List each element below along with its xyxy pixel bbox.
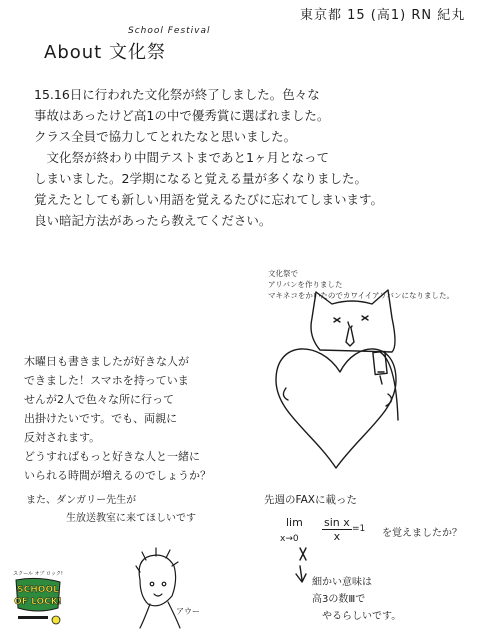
left-text-line: どうすればもっと好きな人と一緒に bbox=[24, 450, 200, 463]
svg-text:OF LOCK!: OF LOCK! bbox=[14, 597, 62, 607]
character-sketch bbox=[136, 548, 180, 628]
paragraph-line: 事故はあったけど高1の中で優秀賞に選ばれました。 bbox=[34, 108, 330, 123]
formula-question: を覚えましたか？ bbox=[382, 528, 462, 539]
left-text-block bbox=[24, 352, 211, 485]
title-main: About 文化祭 bbox=[44, 42, 166, 63]
formula-numerator: sin x bbox=[324, 516, 350, 529]
svg-text:SCHOOL: SCHOOL bbox=[17, 585, 59, 595]
left-text-line: せんが2人で色々な所に行って bbox=[24, 393, 174, 406]
left-text-line: 木曜日も書きましたが好きな人が bbox=[24, 355, 189, 368]
reply-line: 高3の数Ⅲで bbox=[312, 594, 366, 605]
left-text-line: 反対されます。 bbox=[24, 431, 101, 444]
formula-equals: =1 bbox=[352, 524, 366, 534]
cat-paw-left bbox=[283, 388, 288, 400]
cat-note-line: 文化祭で bbox=[268, 269, 298, 278]
cat-eye-left bbox=[334, 318, 340, 322]
school-of-lock-logo bbox=[12, 568, 64, 630]
title-english: School Festival bbox=[128, 26, 211, 36]
paragraph-line: 15.16日に行われた文化祭が終了しました。色々な bbox=[34, 87, 320, 102]
signature: アウー bbox=[176, 607, 200, 616]
cat-tie bbox=[346, 328, 354, 346]
paragraph-line: 良い暗記方法があったら教えてください。 bbox=[34, 213, 272, 228]
cat-eye-right bbox=[362, 316, 368, 320]
left-text-line: 出掛けたいです。でも、両親に bbox=[24, 412, 178, 425]
paragraph-line: 文化祭が終わり中間テストまであと1ヶ月となって bbox=[34, 150, 329, 165]
fax-note: 先週のFAXに載った bbox=[264, 494, 357, 506]
formula-denominator: x bbox=[333, 530, 341, 543]
paragraph-line: しまいました。2学期になると覚える量が多くなりました。 bbox=[34, 171, 367, 186]
request-text bbox=[26, 492, 196, 528]
request-line: また、ダンガリー先生が bbox=[26, 495, 137, 506]
cat-note-line: マキネコをかいたのでカワイイアリバンになりました。 bbox=[268, 291, 454, 300]
paragraph-line: クラス全員で協力してとれたなと思いました。 bbox=[34, 129, 297, 144]
cat-mouth bbox=[348, 322, 352, 327]
arrow-down bbox=[296, 566, 306, 582]
formula-lim: lim bbox=[286, 516, 303, 529]
svg-text:スクール オブ ロック!: スクール オブ ロック! bbox=[13, 571, 63, 577]
cat-note bbox=[268, 268, 454, 301]
reply-text bbox=[312, 574, 401, 625]
paper-note bbox=[373, 351, 387, 374]
cat-note-line: アリバンを作りました bbox=[268, 280, 343, 289]
author-header: 東京都 15 (高1) RN 紀丸 bbox=[300, 8, 466, 23]
formula-fraction bbox=[322, 516, 352, 543]
heart-shape bbox=[276, 349, 396, 468]
reply-line: やるらしいです。 bbox=[312, 611, 402, 622]
reply-line: 細かい意味は bbox=[312, 577, 372, 588]
left-text-line: いられる時間が増えるのでしょうか？ bbox=[24, 469, 211, 482]
request-line: 生放送教室に来てほしいです bbox=[26, 513, 196, 524]
left-text-line: できました！スマホを持っていま bbox=[24, 374, 189, 387]
formula-lim-subscript: x→0 bbox=[280, 534, 299, 544]
arrow-to-formula bbox=[300, 548, 306, 560]
paragraph-line: 覚えたとしても新しい用語を覚えるたびに忘れてしまいます。 bbox=[34, 192, 384, 207]
